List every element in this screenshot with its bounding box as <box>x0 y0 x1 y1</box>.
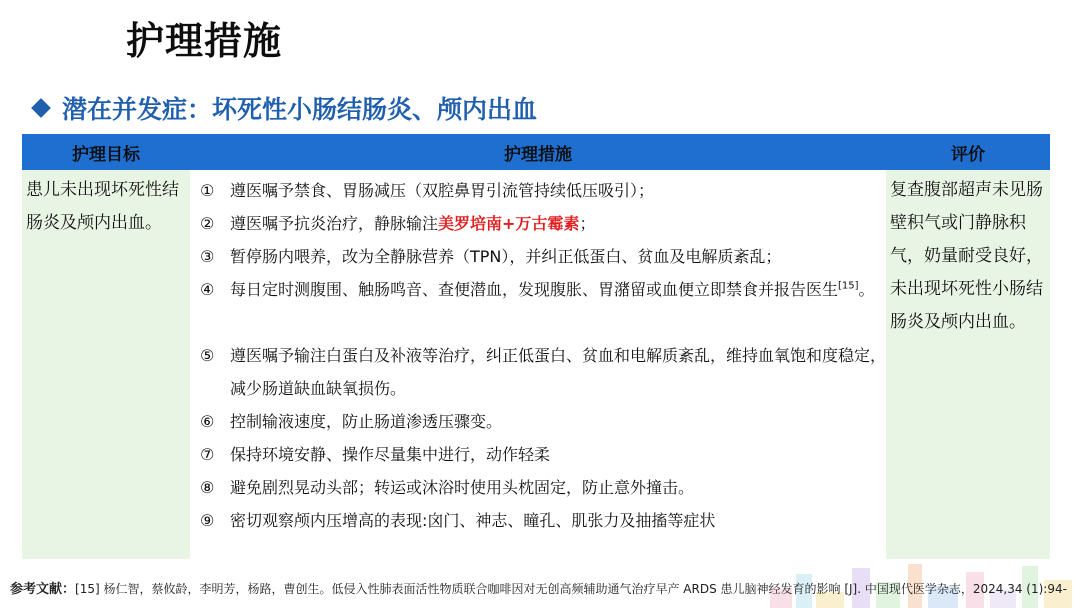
header-measures: 护理措施 <box>504 144 572 165</box>
reference-line <box>10 578 1067 597</box>
evaluation-text: 复查腹部超声未见肠壁积气或门静脉积气，奶量耐受良好，未出现坏死性小肠结肠炎及颅内出血。 <box>890 180 1043 332</box>
item-text-pre: 遵医嘱予抗炎治疗，静脉输注 <box>230 214 439 233</box>
page-title: 护理措施 <box>126 19 283 63</box>
item-text: 遵医嘱予输注白蛋白及补液等治疗，纠正低蛋白、贫血和电解质紊乱，维持血氧饱和度稳定，减少肠道缺血缺氧损伤。 <box>230 346 887 398</box>
header-goal: 护理目标 <box>72 144 140 165</box>
care-measures-table <box>22 134 1050 559</box>
section-heading-text: 潜在并发症：坏死性小肠结肠炎、颅内出血 <box>62 95 538 124</box>
item-text: 暂停肠内喂养，改为全静脉营养（TPN），并纠正低蛋白、贫血及电解质紊乱； <box>230 247 782 266</box>
list-item <box>200 405 890 438</box>
list-item <box>200 504 890 537</box>
list-item <box>200 273 890 306</box>
item-text: 避免剧烈晃动头部；转运或沐浴时使用头枕固定，防止意外撞击。 <box>230 478 695 497</box>
item-number: ⑦ <box>200 445 215 464</box>
item-text-tail: 。 <box>858 280 875 299</box>
item-text: 密切观察颅内压增高的表现:囟门、神志、瞳孔、肌张力及抽搐等症状 <box>230 511 716 530</box>
item-number: ① <box>200 181 215 200</box>
item-number: ⑧ <box>200 478 215 497</box>
item-text: 控制输液速度，防止肠道渗透压骤变。 <box>230 412 503 431</box>
list-item <box>200 240 890 273</box>
section-heading <box>28 90 537 126</box>
measures-cell <box>194 170 887 559</box>
list-item <box>200 438 890 471</box>
citation-superscript: [15] <box>838 280 859 292</box>
goal-text: 患儿未出现坏死性结肠炎及颅内出血。 <box>26 180 179 233</box>
item-text <box>230 207 890 240</box>
evaluation-cell <box>886 170 1050 559</box>
list-item <box>200 207 890 240</box>
item-text <box>230 273 890 306</box>
item-number: ② <box>200 214 215 233</box>
item-number: ⑥ <box>200 412 215 431</box>
item-text: 保持环境安静、操作尽量集中进行，动作轻柔 <box>230 445 551 464</box>
table-header <box>22 134 1050 170</box>
list-item <box>200 339 890 405</box>
item-text-main: 每日定时测腹围、触肠鸣音、查便潜血，发现腹胀、胃潴留或血便立即禁食并报告医生 <box>230 280 839 299</box>
item-text: 遵医嘱予禁食、胃肠减压（双腔鼻胃引流管持续低压吸引）； <box>230 181 655 200</box>
item-number: ⑨ <box>200 511 215 530</box>
list-item <box>200 174 890 207</box>
reference-text: [15] 杨仁智，蔡攸龄，李明芳，杨路，曹创生。低侵入性肺表面活性物质联合咖啡因对无创高频辅助通气治疗早产 ARDS 患儿脑神经发育的影响 [J]. 中国现代医学杂志，2024,34 (1):94- <box>75 582 1067 596</box>
diamond-bullet-icon <box>31 98 51 118</box>
item-text-post: ； <box>579 214 596 233</box>
header-evaluation: 评价 <box>951 144 985 165</box>
list-item <box>200 471 890 504</box>
item-number: ③ <box>200 247 215 266</box>
goal-cell <box>22 170 190 559</box>
drug-highlight: 美罗培南+万古霉素 <box>438 214 580 233</box>
item-number: ④ <box>200 280 215 299</box>
item-number: ⑤ <box>200 346 215 365</box>
reference-label: 参考文献： <box>10 582 76 597</box>
